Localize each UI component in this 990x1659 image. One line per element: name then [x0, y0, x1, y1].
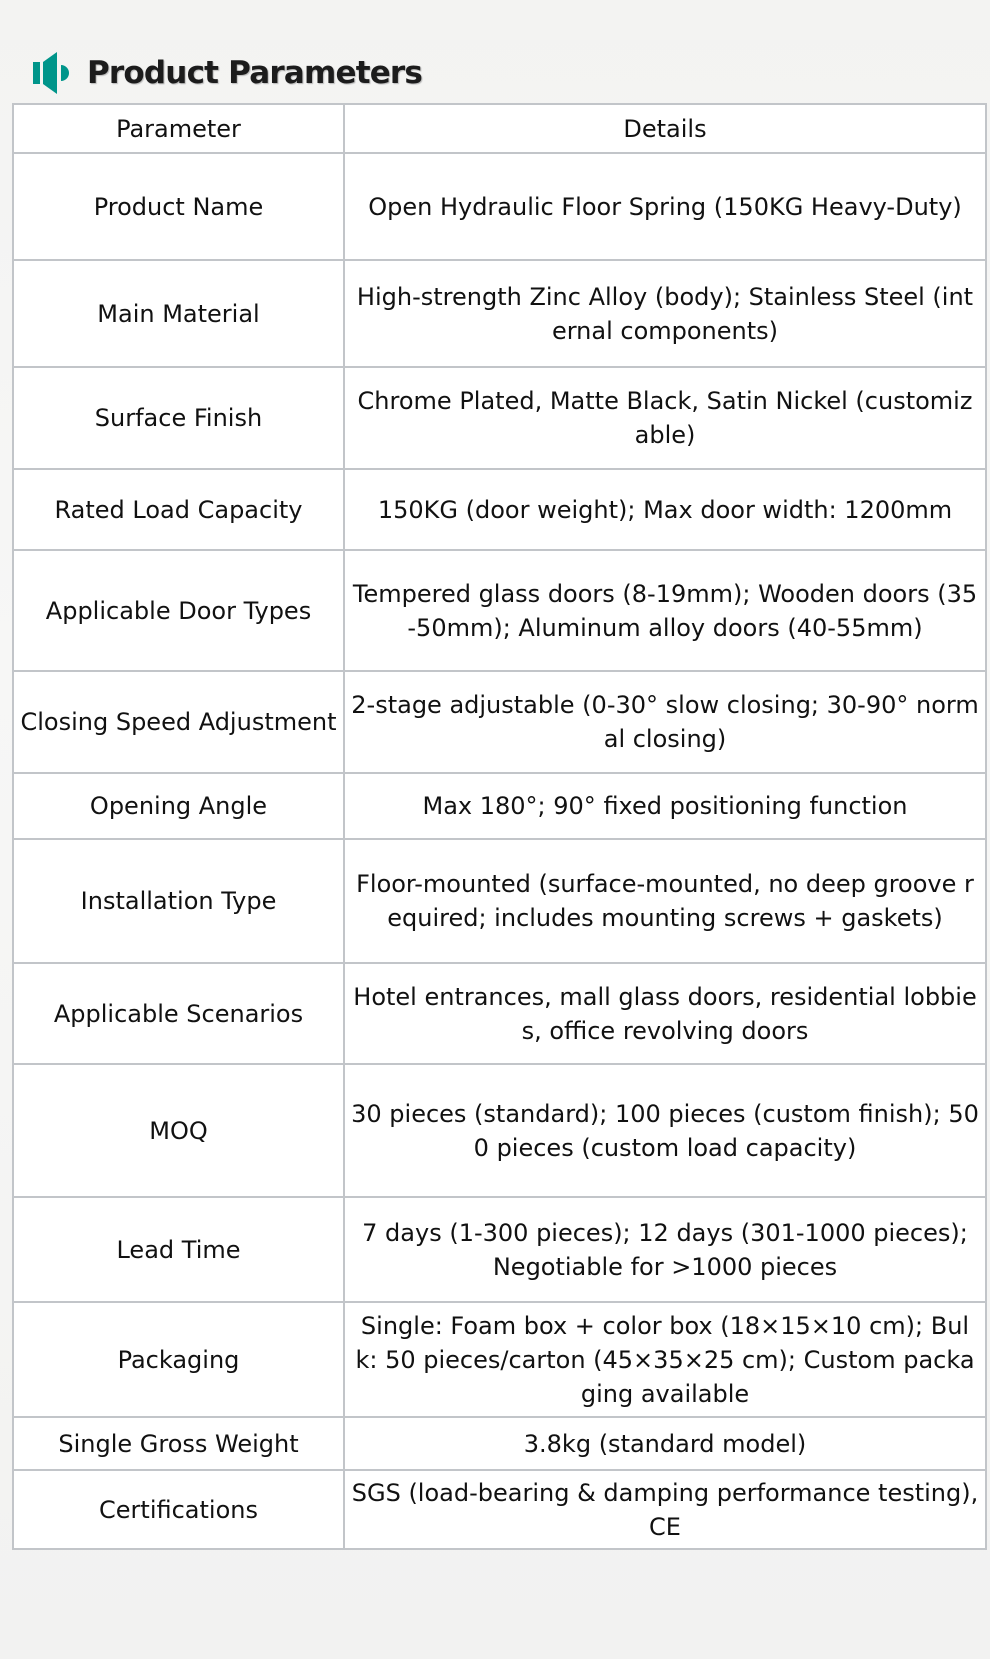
parameter-cell: Closing Speed Adjustment [13, 671, 344, 773]
table-row [13, 671, 986, 773]
parameter-cell: Opening Angle [13, 773, 344, 839]
details-cell: Single: Foam box + color box (18×15×10 cm); Bulk: 50 pieces/carton (45×35×25 cm); Custom packaging available [344, 1302, 986, 1417]
column-header-details: Details [344, 104, 986, 153]
table-row [13, 260, 986, 367]
parameter-cell: Applicable Door Types [13, 550, 344, 671]
table-row [13, 1197, 986, 1302]
parameter-cell: Rated Load Capacity [13, 469, 344, 550]
table-row [13, 1470, 986, 1549]
details-cell: 2-stage adjustable (0-30° slow closing; 30-90° normal closing) [344, 671, 986, 773]
parameter-cell: MOQ [13, 1064, 344, 1197]
parameter-cell: Surface Finish [13, 367, 344, 469]
parameter-cell: Product Name [13, 153, 344, 260]
table-row [13, 550, 986, 671]
parameter-cell: Applicable Scenarios [13, 963, 344, 1064]
parameter-cell: Main Material [13, 260, 344, 367]
table-row [13, 153, 986, 260]
details-cell: Open Hydraulic Floor Spring (150KG Heavy-Duty) [344, 153, 986, 260]
details-cell: SGS (load-bearing & damping performance testing), CE [344, 1470, 986, 1549]
details-cell: 30 pieces (standard); 100 pieces (custom finish); 500 pieces (custom load capacity) [344, 1064, 986, 1197]
product-parameters-table [12, 103, 987, 1550]
section-header [33, 50, 422, 96]
table-row [13, 839, 986, 963]
parameter-cell: Single Gross Weight [13, 1417, 344, 1470]
parameter-cell: Lead Time [13, 1197, 344, 1302]
details-cell: High-strength Zinc Alloy (body); Stainless Steel (internal components) [344, 260, 986, 367]
section-title: Product Parameters [87, 55, 423, 91]
parameter-cell: Packaging [13, 1302, 344, 1417]
table-header-row [13, 104, 986, 153]
details-cell: 7 days (1-300 pieces); 12 days (301-1000 pieces); Negotiable for >1000 pieces [344, 1197, 986, 1302]
details-cell: Max 180°; 90° fixed positioning function [344, 773, 986, 839]
details-cell: 150KG (door weight); Max door width: 1200mm [344, 469, 986, 550]
speaker-icon [33, 50, 73, 96]
parameter-cell: Certifications [13, 1470, 344, 1549]
details-cell: Hotel entrances, mall glass doors, residential lobbies, office revolving doors [344, 963, 986, 1064]
table-row [13, 367, 986, 469]
details-cell: Tempered glass doors (8-19mm); Wooden doors (35-50mm); Aluminum alloy doors (40-55mm) [344, 550, 986, 671]
details-cell: Chrome Plated, Matte Black, Satin Nickel (customizable) [344, 367, 986, 469]
table-row [13, 963, 986, 1064]
table-row [13, 469, 986, 550]
column-header-parameter: Parameter [13, 104, 344, 153]
table-row [13, 773, 986, 839]
details-cell: 3.8kg (standard model) [344, 1417, 986, 1470]
parameter-cell: Installation Type [13, 839, 344, 963]
table-row [13, 1302, 986, 1417]
details-cell: Floor-mounted (surface-mounted, no deep groove required; includes mounting screws + gaskets) [344, 839, 986, 963]
table-row [13, 1417, 986, 1470]
table-row [13, 1064, 986, 1197]
